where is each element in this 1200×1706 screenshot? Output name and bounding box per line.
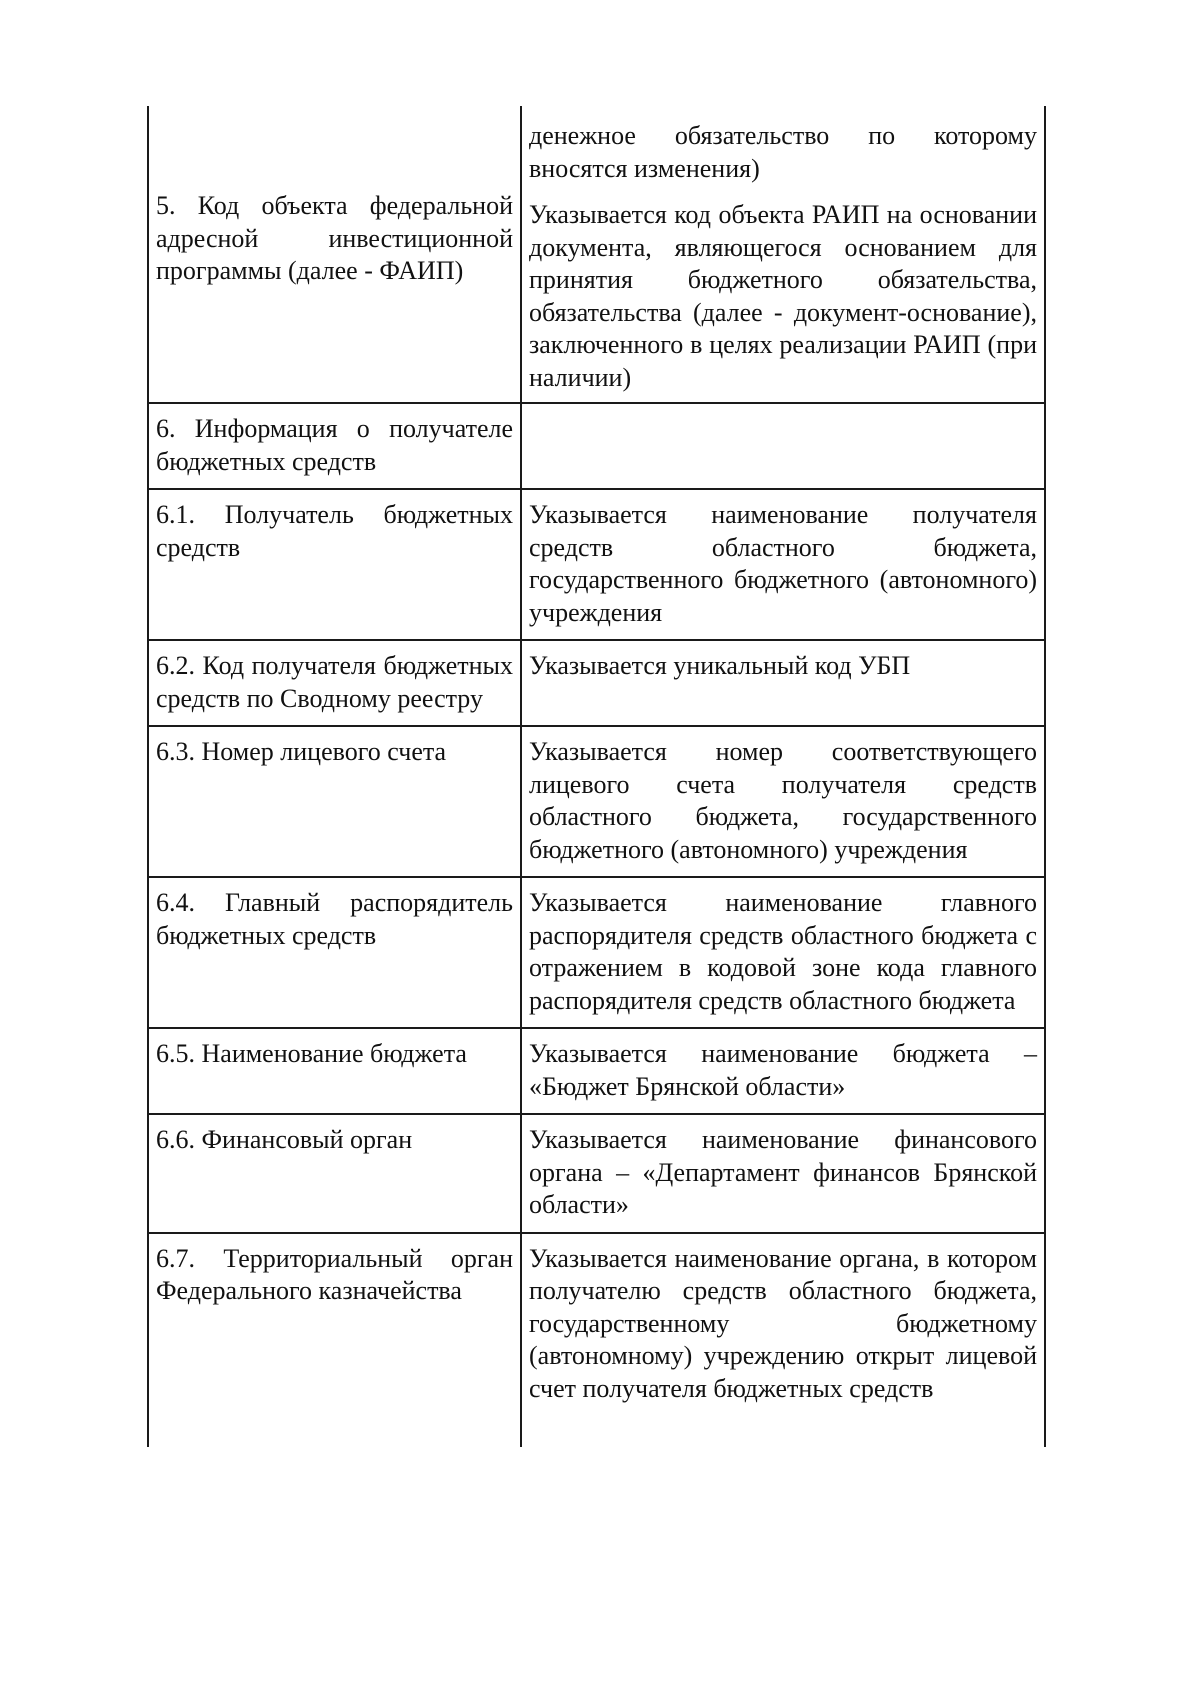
- field-name-text: 6.7. Территориальный орган Федерального казначейства: [156, 1243, 513, 1305]
- field-description-text: Указывается наименование получателя средств областного бюджета, государственного бюджетного (автономного) учреждения: [529, 500, 1037, 627]
- field-description-text: Указывается наименование органа, в котором получателю средств областного бюджета, государственному бюджетному (автономному) учреждению открыт лицевой счет получателя бюджетных средств: [529, 1243, 1037, 1403]
- field-description-cell: [521, 877, 1045, 1028]
- field-description-text: Указывается номер соответствующего лицевого счета получателя средств областного бюджета, государственного бюджетного (автономного) учреждения: [529, 737, 1037, 864]
- field-name-text: 6.1. Получатель бюджетных средств: [156, 500, 513, 562]
- field-description-text: Указывается код объекта РАИП на основании документа, являющегося основанием для принятия бюджетного обязательства, обязательства (далее - документ-основание), заключенного в целях реализации РАИП (при наличии): [529, 200, 1037, 392]
- field-description-cell: [521, 1028, 1045, 1114]
- specification-table: [147, 106, 1046, 1447]
- field-description-cell: [521, 403, 1045, 489]
- table-row: [148, 726, 1045, 877]
- field-description-text: Указывается наименование бюджета – «Бюджет Брянской области»: [529, 1039, 1037, 1101]
- field-description-cell: [521, 726, 1045, 877]
- table-row: [148, 403, 1045, 489]
- field-description-cell: [521, 1114, 1045, 1233]
- field-name-cell: [148, 403, 521, 489]
- table-row: [148, 489, 1045, 640]
- table-row: [148, 1233, 1045, 1447]
- field-name-cell: [148, 877, 521, 1028]
- field-name-text: 6.4. Главный распорядитель бюджетных средств: [156, 888, 513, 950]
- table-row: [148, 106, 1045, 191]
- table-row: [148, 1114, 1045, 1233]
- field-name-text: 6.3. Номер лицевого счета: [156, 737, 447, 766]
- field-description-text: Указывается наименование финансового органа – «Департамент финансов Брянской области»: [529, 1125, 1037, 1219]
- field-description-text: Указывается наименование главного распорядителя средств областного бюджета с отражением в кодовой зоне кода главного распорядителя средств областного бюджета: [529, 888, 1037, 1015]
- field-name-text: 5. Код объекта федеральной адресной инвестиционной программы (далее - ФАИП): [156, 191, 513, 285]
- field-name-cell: [148, 640, 521, 726]
- field-description-cell: [521, 1233, 1045, 1447]
- field-name-cell: [148, 1114, 521, 1233]
- field-name-cell: [148, 1233, 521, 1447]
- field-name-cell: [148, 726, 521, 877]
- field-description-cell: [521, 106, 1045, 191]
- field-description-text: денежное обязательство по которому вносятся изменения): [529, 121, 1037, 183]
- table-row: [148, 1028, 1045, 1114]
- field-description-cell: [521, 640, 1045, 726]
- field-name-text: 6. Информация о получателе бюджетных средств: [156, 414, 513, 476]
- table-row: [148, 640, 1045, 726]
- table-row: [148, 877, 1045, 1028]
- field-description-cell: [521, 191, 1045, 403]
- field-name-cell: [148, 1028, 521, 1114]
- field-description-cell: [521, 489, 1045, 640]
- field-name-cell: [148, 489, 521, 640]
- field-name-text: 6.2. Код получателя бюджетных средств по Сводному реестру: [156, 651, 513, 713]
- field-name-text: 6.5. Наименование бюджета: [156, 1039, 467, 1068]
- field-name-cell: [148, 106, 521, 403]
- field-name-text: 6.6. Финансовый орган: [156, 1125, 413, 1154]
- field-description-text: Указывается уникальный код УБП: [529, 651, 911, 680]
